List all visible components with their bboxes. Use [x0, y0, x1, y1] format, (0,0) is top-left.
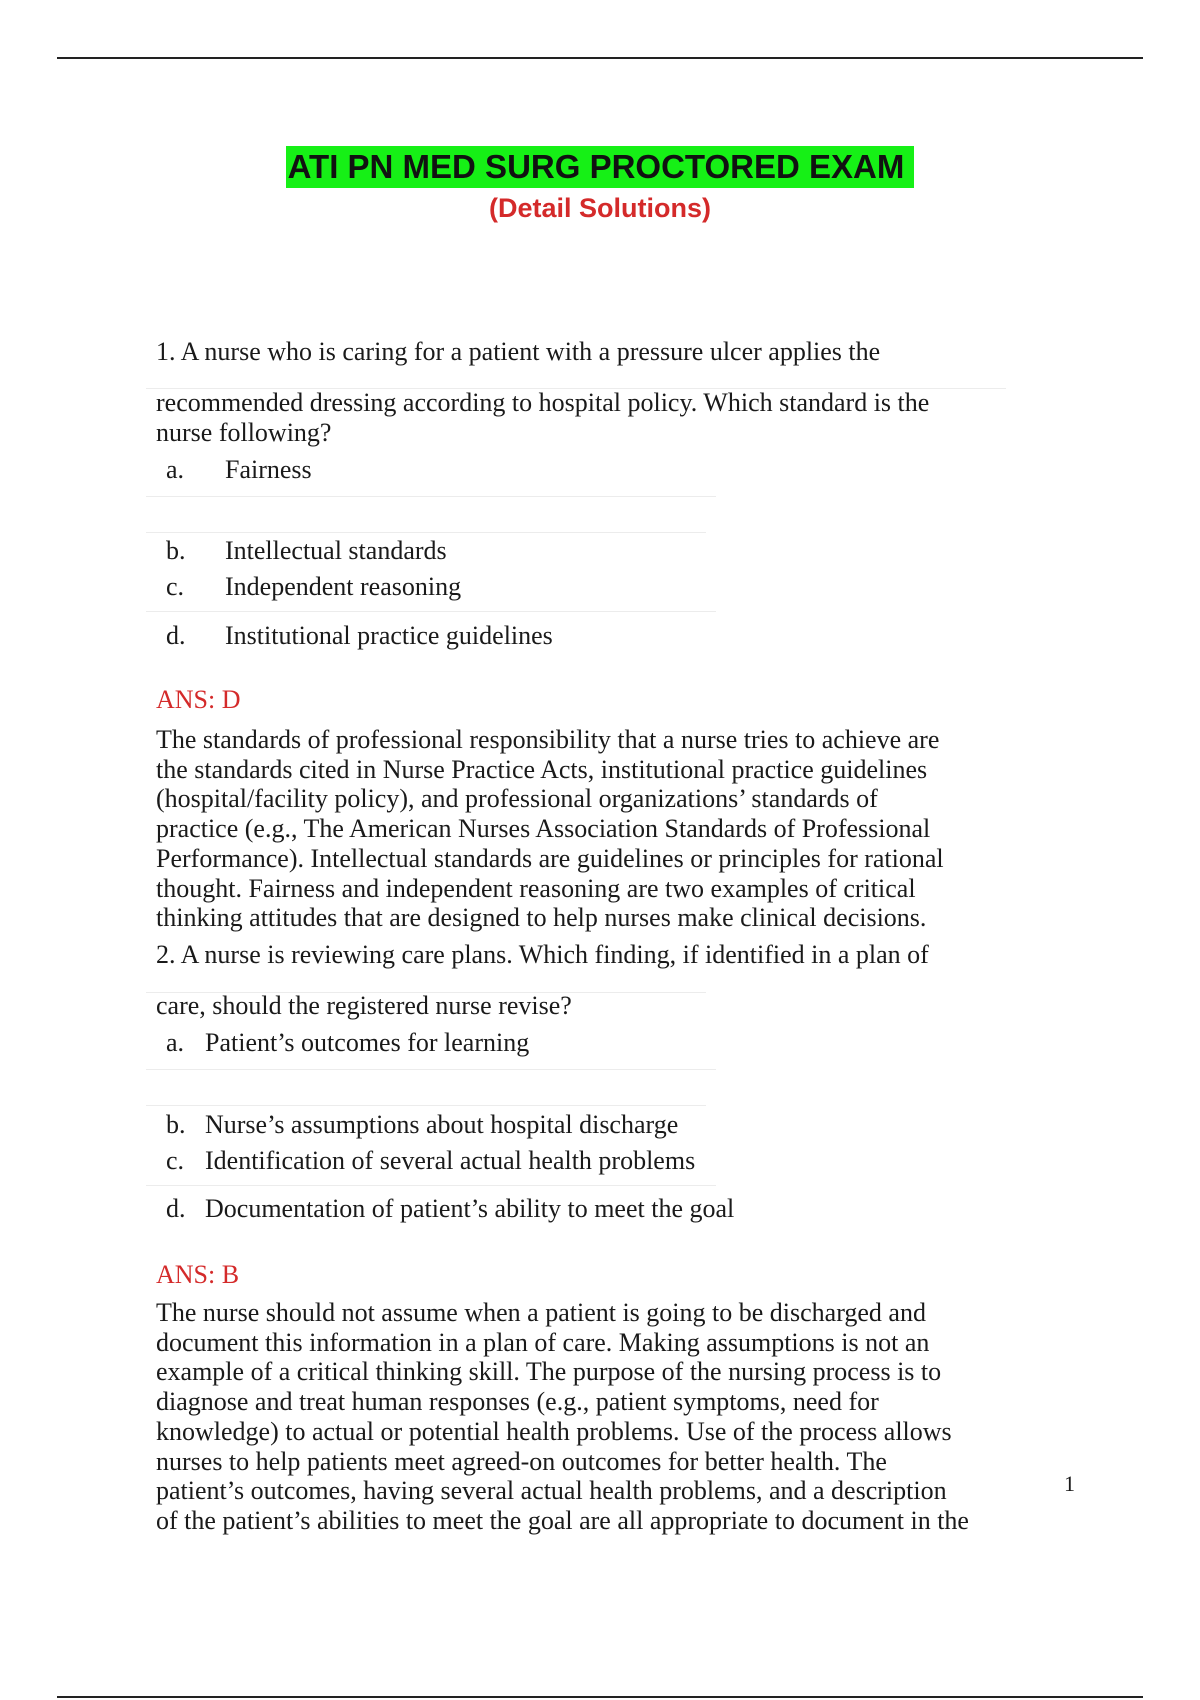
rationale-line: the standards cited in Nurse Practice Acts, institutional practice guidelines [156, 754, 928, 784]
question-1-rationale [156, 725, 1056, 933]
option-text: Intellectual standards [225, 536, 447, 565]
rationale-line: example of a critical thinking skill. The purpose of the nursing process is to [156, 1357, 942, 1387]
option-letter: c. [166, 1146, 185, 1175]
footer-rule [57, 1696, 1143, 1698]
question-2-stem-line-2: care, should the registered nurse revise? [156, 991, 572, 1020]
rationale-line: patient’s outcomes, having several actual health problems, and a description [156, 1476, 947, 1506]
option-letter: a. [166, 1028, 185, 1057]
option-text: Identification of several actual health problems [205, 1146, 696, 1175]
option-text: Fairness [225, 455, 312, 484]
question-2-rationale [156, 1298, 1056, 1536]
rationale-line: nurses to help patients meet agreed-on outcomes for better health. The [156, 1446, 887, 1476]
page-number: 1 [1064, 1471, 1075, 1496]
header-rule [57, 57, 1143, 59]
question-2-answer: ANS: B [156, 1260, 240, 1289]
question-2-stem-line-1: 2. A nurse is reviewing care plans. Which finding, if identified in a plan of [156, 940, 929, 969]
question-1-stem-line-1: 1. A nurse who is caring for a patient with a pressure ulcer applies the [156, 337, 881, 366]
option-text: Institutional practice guidelines [225, 621, 553, 650]
option-letter: c. [166, 572, 185, 601]
rationale-line: diagnose and treat human responses (e.g., patient symptoms, need for [156, 1387, 879, 1417]
option-letter: d. [166, 1194, 186, 1223]
question-2-number: 2. [156, 940, 176, 969]
question-1-stem-line-3: nurse following? [156, 418, 332, 447]
divider [146, 532, 706, 533]
option-letter: b. [166, 536, 186, 565]
rationale-line: Performance). Intellectual standards are guidelines or principles for rational [156, 843, 944, 873]
rationale-line: practice (e.g., The American Nurses Association Standards of Professional [156, 814, 931, 844]
rationale-line: of the patient’s abilities to meet the goal are all appropriate to document in the [156, 1505, 969, 1535]
rationale-line: (hospital/facility policy), and professional organizations’ standards of [156, 784, 878, 814]
option-letter: d. [166, 621, 186, 650]
divider [146, 1185, 716, 1186]
rationale-line: The nurse should not assume when a patient is going to be discharged and [156, 1298, 926, 1327]
option-letter: b. [166, 1110, 186, 1139]
option-text: Patient’s outcomes for learning [205, 1028, 530, 1057]
divider [146, 496, 716, 497]
question-1-answer: ANS: D [156, 685, 241, 714]
rationale-line: thought. Fairness and independent reasoning are two examples of critical [156, 873, 916, 903]
divider [146, 1069, 716, 1070]
rationale-line: knowledge) to actual or potential health problems. Use of the process allows [156, 1416, 952, 1446]
option-text: Independent reasoning [225, 572, 462, 601]
rationale-line: The standards of professional responsibility that a nurse tries to achieve are [156, 725, 940, 754]
page-title: ATI PN MED SURG PROCTORED EXAM [286, 146, 915, 188]
rationale-line: document this information in a plan of care. Making assumptions is not an [156, 1327, 930, 1357]
option-letter: a. [166, 455, 185, 484]
question-1-number: 1. [156, 337, 176, 366]
option-text: Nurse’s assumptions about hospital discharge [205, 1110, 679, 1139]
option-text: Documentation of patient’s ability to meet the goal [205, 1194, 735, 1223]
question-1-stem-line-2: recommended dressing according to hospital policy. Which standard is the [156, 388, 930, 417]
divider [146, 611, 716, 612]
page-subtitle: (Detail Solutions) [489, 193, 711, 223]
divider [146, 1105, 706, 1106]
title-block [0, 146, 1200, 188]
rationale-line: thinking attitudes that are designed to help nurses make clinical decisions. [156, 903, 927, 933]
